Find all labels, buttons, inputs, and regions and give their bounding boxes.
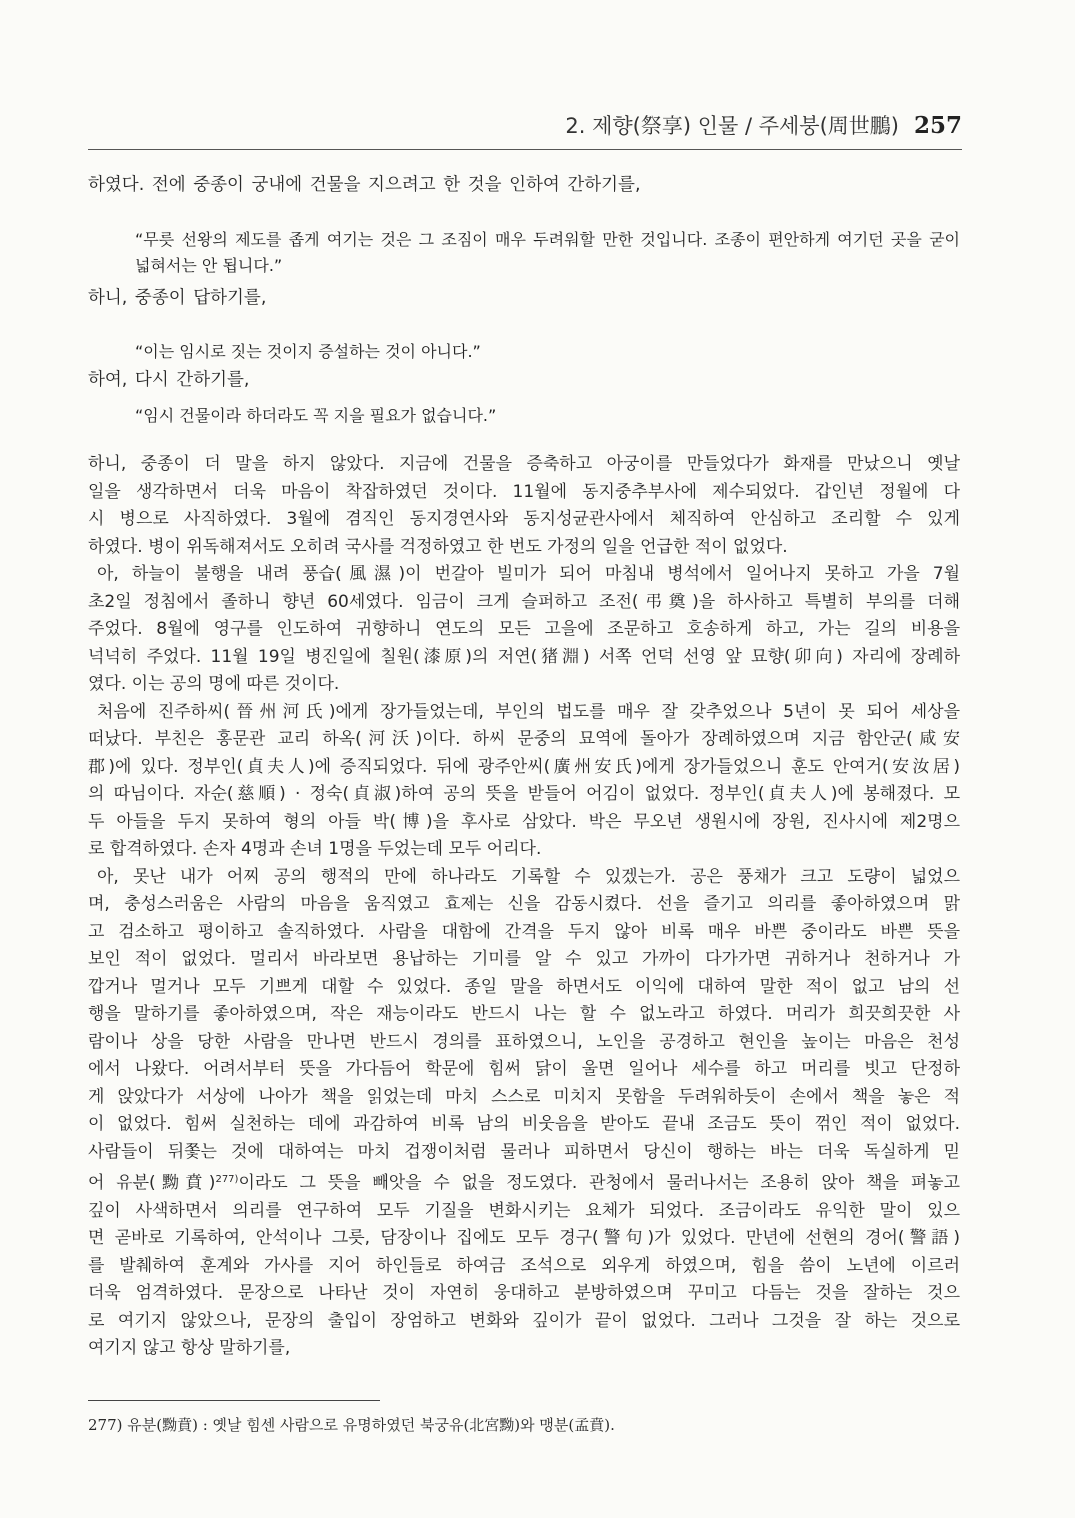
text-line: 보인 적이 없었다. 멀리서 바라보면 용납하는 기미를 알 수 있고 가까이 다가가면 귀하거나 천하거나 가: [88, 949, 960, 969]
text-line: 넉넉히 주었다. 11월 19일 병진일에 칠원(漆原)의 저연(猪淵) 서쪽 언덕 선영 앞 묘향(卯向) 자리에 장례하: [88, 646, 960, 667]
text-line: 아, 못난 내가 어찌 공의 행적의 만에 하나라도 기록할 수 있겠는가. 공은 풍채가 크고 도량이 넓었으: [97, 866, 960, 887]
text-line: 초2일 정침에서 졸하니 향년 60세였다. 임금이 크게 슬퍼하고 조전(弔奠)을 하사하고 특별히 부의를 더해: [88, 591, 960, 612]
text-line: 아, 하늘이 불행을 내려 풍습(風濕)이 번갈아 빌미가 되어 마침내 병석에서 일어나지 못하고 가을 7월: [97, 564, 960, 584]
page-number: 257: [913, 112, 962, 139]
text-line: 람이나 상을 당한 사람을 만나면 반드시 경의를 표하였으니, 노인을 공경하고 현인을 높이는 마음은 천성: [88, 1031, 960, 1052]
footnote: 277) 유분(黝賁) : 옛날 힘센 사람으로 유명하였던 북궁유(北宮黝)와 맹분(孟賁).: [88, 1416, 615, 1434]
quotation-line: 넓혀서는 안 됩니다.”: [135, 256, 283, 275]
text-line: 이 없었다. 힘써 실천하는 데에 과감하여 비록 남의 비웃음을 받아도 끝내 조금도 뜻이 꺾인 적이 없었다.: [88, 1114, 960, 1134]
narration-line: 하니, 중종이 답하기를,: [88, 288, 267, 308]
text-line: 사람들이 뒤쫓는 것에 대하여는 마치 겁쟁이처럼 물러나 피하면서 당신이 행하는 바는 더욱 독실하게 믿: [88, 1141, 960, 1162]
paragraph: [88, 864, 960, 1363]
text-line: 에서 나왔다. 어려서부터 뜻을 가다듬어 학문에 힘써 닭이 울면 일어나 세수를 하고 머리를 빗고 단정하: [88, 1059, 960, 1079]
footnote-rule: [88, 1400, 380, 1401]
text-line: 행을 말하기를 좋아하였으며, 작은 재능이라도 반드시 나는 할 수 없노라고 하였다. 머리가 희끗희끗한 사: [88, 1004, 960, 1024]
text-line: 두 아들을 두지 못하여 형의 아들 박(博)을 후사로 삼았다. 박은 무오년 생원시에 장원, 진사시에 제2명으: [88, 811, 960, 832]
text-segment: 이라도 그 뜻을 빼앗을 수 없을 정도였다. 관청에서 물러나서는 조용히 앉아 책을 펴놓고: [238, 1173, 960, 1193]
text-line: 의 따님이다. 자순(慈順) · 정숙(貞淑)하여 공의 뜻을 받들어 어김이 없었다. 정부인(貞夫人)에 봉해졌다. 모: [88, 784, 960, 804]
text-line: [88, 1166, 960, 1198]
text-line: 게 앉았다가 서상에 나아가 책을 읽었는데 마치 스스로 미치지 못함을 두려워하듯이 손에서 책을 놓은 적: [88, 1086, 960, 1107]
text-line: 깝거나 멀거나 모두 기쁘게 대할 수 있었다. 종일 말을 하면서도 이익에 대하여 말한 적이 없고 남의 선: [88, 976, 960, 997]
text-line: 였다. 이는 공의 명에 따른 것이다.: [88, 674, 340, 694]
text-line: 로 여기지 않았으나, 문장의 출입이 장엄하고 변화와 깊이가 끝이 없었다. 그러나 그것을 잘 하는 것으로: [88, 1310, 960, 1331]
narration-line: 하여, 다시 간하기를,: [88, 370, 250, 390]
text-line: 하니, 중종이 더 말을 하지 않았다. 지금에 건물을 증축하고 아궁이를 만들었다가 화재를 만났으니 옛날: [88, 454, 960, 474]
text-line: 여기지 않고 항상 말하기를,: [88, 1338, 291, 1358]
paragraph: [88, 561, 960, 699]
text-line: 떠났다. 부친은 홍문관 교리 하옥(河沃)이다. 하씨 문중의 묘역에 돌아가 장례하였으며 지금 함안군(咸安: [88, 729, 960, 749]
text-line: 면 곧바로 기록하여, 안석이나 그릇, 담장이나 집에도 모두 경구(警句)가 있었다. 만년에 선현의 경어(警語): [88, 1228, 960, 1248]
text-line: 하였다. 병이 위독해져서도 오히려 국사를 걱정하였고 한 번도 가정의 일을 언급한 적이 없었다.: [88, 536, 788, 557]
text-line: 郡)에 있다. 정부인(貞夫人)에 증직되었다. 뒤에 광주안씨(廣州安氏)에게 장가들었으니 훈도 안여거(安汝居): [88, 756, 960, 777]
text-segment: 어 유분(黝賁): [88, 1173, 216, 1193]
quotation-line: “이는 임시로 짓는 것이지 증설하는 것이 아니다.”: [135, 342, 481, 361]
text-line: 시 병으로 사직하였다. 3월에 겸직인 동지경연사와 동지성균관사에서 체직하여 안심하고 조리할 수 있게: [88, 509, 960, 529]
paragraph: [88, 451, 960, 561]
quotation-line: “임시 건물이라 하더라도 꼭 지을 필요가 없습니다.”: [135, 406, 497, 425]
text-line: 를 발췌하여 훈계와 가사를 지어 하인들로 하여금 조석으로 외우게 하였으며, 힘을 씀이 노년에 이르러: [88, 1255, 960, 1276]
text-line: 주었다. 8월에 영구를 인도하여 귀향하니 연도의 모든 고을에 조문하고 호송하게 하고, 가는 길의 비용을: [88, 619, 960, 639]
narration-line: 하였다. 전에 중종이 궁내에 건물을 지으려고 한 것을 인하여 간하기를,: [88, 175, 641, 195]
text-line: 더욱 엄격하였다. 문장으로 나타난 것이 자연히 웅대하고 분방하였으며 꾸미고 다듬는 것을 잘하는 것으: [88, 1283, 960, 1303]
header-rule: [88, 149, 962, 150]
body-text: [88, 451, 960, 1363]
quotation-block: [135, 227, 960, 279]
text-line: 로 합격하였다. 손자 4명과 손녀 1명을 두었는데 모두 어리다.: [88, 839, 542, 859]
running-header: [565, 110, 962, 144]
paragraph: [88, 699, 960, 864]
text-line: 고 검소하고 평이하고 솔직하였다. 사람을 대함에 간격을 두지 않아 비록 매우 바쁜 중이라도 바쁜 뜻을: [88, 921, 960, 942]
text-line: 깊이 사색하면서 의리를 연구하여 모두 기질을 변화시키는 요체가 되었다. 조금이라도 유익한 말이 있으: [88, 1200, 960, 1221]
quotation-line: “무릇 선왕의 제도를 좁게 여기는 것은 그 조짐이 매우 두려워할 만한 것입니다. 조종이 편안하게 여기던 곳을 굳이: [135, 230, 960, 249]
footnote-reference[interactable]: 277): [215, 1174, 239, 1185]
text-line: 처음에 진주하씨(晉州河氏)에게 장가들었는데, 부인의 법도를 매우 잘 갖추었으나 5년이 못 되어 세상을: [97, 701, 960, 722]
text-line: 며, 충성스러움은 사람의 마음을 움직였고 효제는 신을 감동시켰다. 선을 즐기고 의리를 좋아하였으며 맑: [88, 894, 960, 914]
text-line: 일을 생각하면서 더욱 마음이 착잡하였던 것이다. 11월에 동지중추부사에 제수되었다. 갑인년 정월에 다: [88, 481, 960, 502]
running-title: 2. 제향(祭享) 인물 / 주세붕(周世鵬): [565, 114, 899, 138]
